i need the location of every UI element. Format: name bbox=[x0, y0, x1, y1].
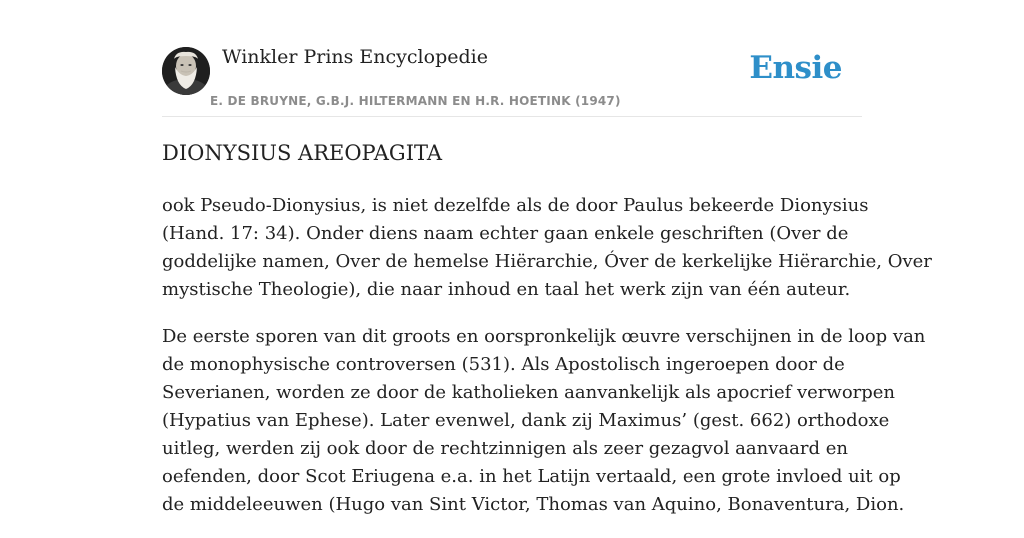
article-body bbox=[162, 192, 932, 538]
text-line: oefenden, door Scot Eriugena e.a. in het Latijn vertaald, een grote invloed uit op bbox=[162, 466, 901, 487]
text-line: de middeleeuwen (Hugo van Sint Victor, Thomas van Aquino, Bonaventura, Dion. bbox=[162, 494, 905, 515]
brand-logo[interactable]: Ensie bbox=[749, 50, 842, 86]
site-header bbox=[162, 0, 862, 117]
page bbox=[162, 0, 932, 515]
text-line: uitleg, werden zij ook door de rechtzinnigen als zeer gezagvol aanvaard en bbox=[162, 438, 848, 459]
paragraph bbox=[162, 192, 932, 304]
text-line: goddelijke namen, Over de hemelse Hiërarchie, Óver de kerkelijke Hiërarchie, Over bbox=[162, 251, 932, 272]
author-avatar bbox=[162, 47, 210, 95]
paragraph bbox=[162, 323, 926, 519]
text-line: (Hypatius van Ephese). Later evenwel, dank zij Maximus’ (gest. 662) orthodoxe bbox=[162, 410, 890, 431]
text-line: (Hand. 17: 34). Onder diens naam echter gaan enkele geschriften (Over de bbox=[162, 223, 849, 244]
site-title[interactable]: Winkler Prins Encyclopedie bbox=[222, 46, 488, 68]
text-line: ook Pseudo-Dionysius, is niet dezelfde als de door Paulus bekeerde Dionysius bbox=[162, 195, 869, 216]
text-line: mystische Theologie), die naar inhoud en taal het werk zijn van één auteur. bbox=[162, 279, 851, 300]
authors-line: E. DE BRUYNE, G.B.J. HILTERMANN EN H.R. HOETINK (1947) bbox=[210, 94, 621, 108]
text-line: de monophysische controversen (531). Als Apostolisch ingeroepen door de bbox=[162, 354, 845, 375]
text-line: Severianen, worden ze door de katholieken aanvankelijk als apocrief verworpen bbox=[162, 382, 896, 403]
portrait-image bbox=[162, 47, 210, 95]
article-title: DIONYSIUS AREOPAGITA bbox=[162, 141, 443, 165]
text-line: De eerste sporen van dit groots en oorspronkelijk œuvre verschijnen in de loop van bbox=[162, 326, 926, 347]
